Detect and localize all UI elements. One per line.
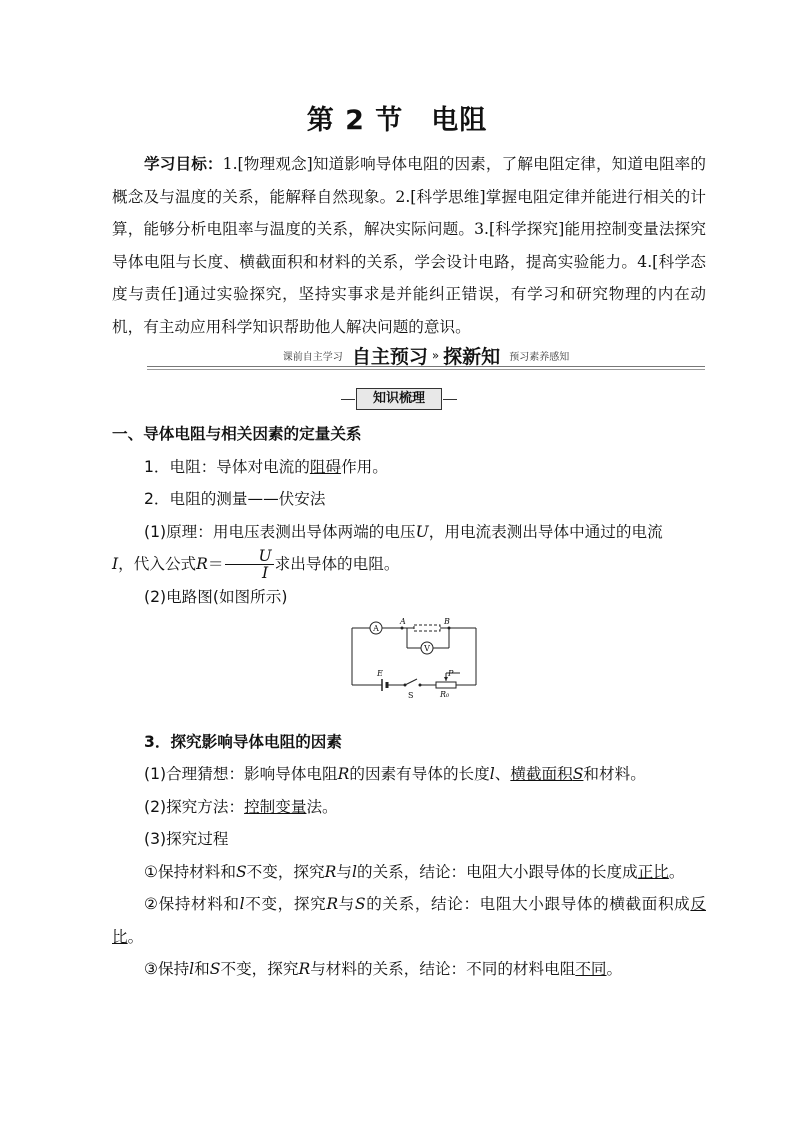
knowledge-section-tag: 知识梳理 bbox=[356, 388, 442, 410]
rheostat-label: R₀ bbox=[440, 689, 450, 698]
battery-label: E bbox=[377, 668, 383, 678]
page-title: 第 2 节 电阻 bbox=[306, 105, 488, 136]
item-3-2: (2)探究方法：控制变量法。 bbox=[144, 797, 338, 816]
answer-blank: 不同 bbox=[575, 960, 607, 978]
section-banner bbox=[147, 340, 705, 370]
answer-blank: 控制变量 bbox=[244, 797, 307, 816]
circuit-diagram bbox=[112, 614, 706, 726]
item-3-3: (3)探究过程 bbox=[144, 830, 229, 848]
main-content bbox=[112, 418, 706, 986]
item-3: 3．探究影响导体电阻的因素 bbox=[144, 732, 342, 751]
answer-blank: 横截面积S bbox=[510, 765, 584, 783]
answer-blank: 反比 bbox=[112, 895, 706, 946]
objectives-lead: 学习目标： bbox=[144, 154, 223, 173]
node-a-label: A bbox=[400, 617, 406, 626]
slider-label: P bbox=[448, 668, 454, 678]
banner-title-1: 自主预习 bbox=[351, 346, 428, 368]
banner-left-caption: 课前自主学习 bbox=[282, 352, 343, 363]
item-3-1: (1)合理猜想：影响导体电阻R的因素有导体的长度l、横截面积S和材料。 bbox=[144, 765, 646, 783]
item-2-1: (1)原理：用电压表测出导体两端的电压U，用电流表测出导体中通过的电流 I，代入公式R＝ $\frac{U}{I}$ 求出导体的电阻。 bbox=[112, 522, 663, 582]
voltmeter-label: V bbox=[424, 643, 430, 653]
answer-blank: 正比 bbox=[637, 862, 669, 881]
ammeter-label: A bbox=[373, 623, 379, 633]
node-b-label: B bbox=[444, 617, 450, 626]
formula-fraction: $\frac{U}{I}$ bbox=[225, 548, 274, 581]
banner-title-2: 探新知 bbox=[443, 346, 501, 368]
objectives-text: 1.[物理观念]知道影响导体电阻的因素，了解电阻定律，知道电阻率的概念及与温度的关系，能解释自然现象。2.[科学思维]掌握电阻定律并能进行相关的计算，能够分析电阻率与温度的关系，解决实际问题。3.[科学探究]能用控制变量法探究导体电阻与长度、横截面积和材料的关系，学会设计电路，提高实验能力。4.[科学态度与责任]通过实验探究，坚持实事求是并能纠正错误，有学习和研究物理的内在动机，有主动应用科学知识帮助他人解决问题的意识。 bbox=[112, 155, 706, 336]
switch-label: S bbox=[408, 690, 414, 698]
banner-right-caption: 预习素养感知 bbox=[509, 352, 570, 363]
answer-blank: 阻碍 bbox=[309, 457, 342, 476]
step-1: ①保持材料和S不变，探究R与l的关系，结论：电阻大小跟导体的长度成正比。 bbox=[144, 862, 685, 881]
double-arrow-icon: » bbox=[431, 348, 440, 363]
step-2: ②保持材料和l不变，探究R与S的关系，结论：电阻大小跟导体的横截面积成反比。 bbox=[112, 895, 706, 946]
item-1: 1．电阻：导体对电流的阻碍作用。 bbox=[144, 457, 388, 476]
section-heading: 一、导体电阻与相关因素的定量关系 bbox=[112, 425, 362, 443]
step-3: ③保持l和S不变，探究R与材料的关系，结论：不同的材料电阻不同。 bbox=[144, 960, 623, 978]
learning-objectives bbox=[112, 148, 706, 343]
item-2: 2．电阻的测量——伏安法 bbox=[144, 490, 326, 508]
item-2-2: (2)电路图(如图所示) bbox=[144, 588, 288, 606]
rheostat-symbol bbox=[436, 682, 456, 688]
circuit-svg bbox=[350, 618, 480, 698]
